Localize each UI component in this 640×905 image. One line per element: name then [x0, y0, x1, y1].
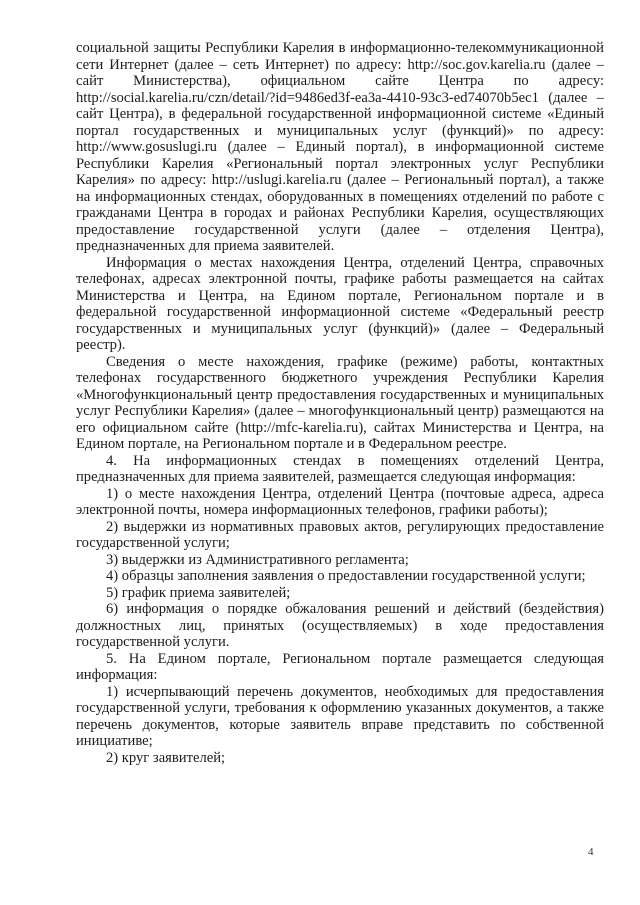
paragraph-publication-channels: социальной защиты Республики Карелия в информационно-телекоммуникационной сети Интернет (далее – сеть Интернет) по адресу: http://soc.gov.karelia.ru (далее – сайт Министерства), официальном сайте Центра по адресу: http://social.karelia.ru/czn/detail/?id=9486ed3f-ea3a-4410-93c3-ed74070b5ec1 (далее – сайт Центра), в федеральной государственной информационной системе «Единый портал государственных и муниципальных услуг (функций)» по адресу: http://www.gosuslugi.ru (далее – Единый портал), в информационной системе Республики Карелия «Региональный портал электронных услуг Республики Карелия» по адресу: http://uslugi.karelia.ru (далее – Региональный портал), а также на информационных стендах, оборудованных в помещениях отделений по работе с гражданами Центра в городах и районах Республики Карелия, осуществляющих предоставление государственной услуги (далее – отделения Центра), предназначенных для приема заявителей. [76, 40, 604, 254]
list-item-4-1: 1) о месте нахождения Центра, отделений Центра (почтовые адреса, адреса электронной почты, номера информационных телефонов, графики работы); [76, 485, 604, 518]
page-number: 4 [588, 846, 594, 858]
paragraph-mfc-info: Сведения о месте нахождения, графике (режиме) работы, контактных телефонах государственного бюджетного учреждения Республики Карелия «Многофункциональный центр предоставления государственных и муниципальных услуг Республики Карелия» (далее – многофункциональный центр) размещаются на его официальном сайте (http://mfc-karelia.ru), сайтах Министерства и Центра, на Едином портале, на Региональном портале и в Федеральном реестре. [76, 353, 604, 452]
paragraph-center-location-info: Информация о местах нахождения Центра, отделений Центра, справочных телефонах, адресах электронной почты, графике работы размещается на сайтах Министерства и Центра, на Едином портале, Региональном портале и в федеральной государственной информационной системе «Федеральный реестр государственных и муниципальных услуг (функций)» (далее – Федеральный реестр). [76, 254, 604, 353]
paragraph-section-5-heading: 5. На Едином портале, Региональном портале размещается следующая информация: [76, 650, 604, 683]
list-item-4-6: 6) информация о порядке обжалования решений и действий (бездействия) должностных лиц, принятых (осуществляемых) в ходе предоставления государственной услуги. [76, 601, 604, 650]
list-item-4-4: 4) образцы заполнения заявления о предоставлении государственной услуги; [106, 568, 586, 584]
list-item-5-1: 1) исчерпывающий перечень документов, необходимых для предоставления государственной услуги, требования к оформлению указанных документов, а также перечень документов, которые заявитель вправе представить по собственной инициативе; [76, 683, 604, 749]
document-body [76, 40, 604, 766]
paragraph-section-4-heading: 4. На информационных стендах в помещениях отделений Центра, предназначенных для приема заявителей, размещается следующая информация: [76, 452, 604, 485]
list-item-4-3: 3) выдержки из Административного регламента; [106, 551, 409, 568]
list-item-5-2: 2) круг заявителей; [106, 749, 226, 766]
list-item-4-5: 5) график приема заявителей; [106, 584, 291, 601]
list-item-4-2: 2) выдержки из нормативных правовых актов, регулирующих предоставление государственной услуги; [76, 518, 604, 551]
